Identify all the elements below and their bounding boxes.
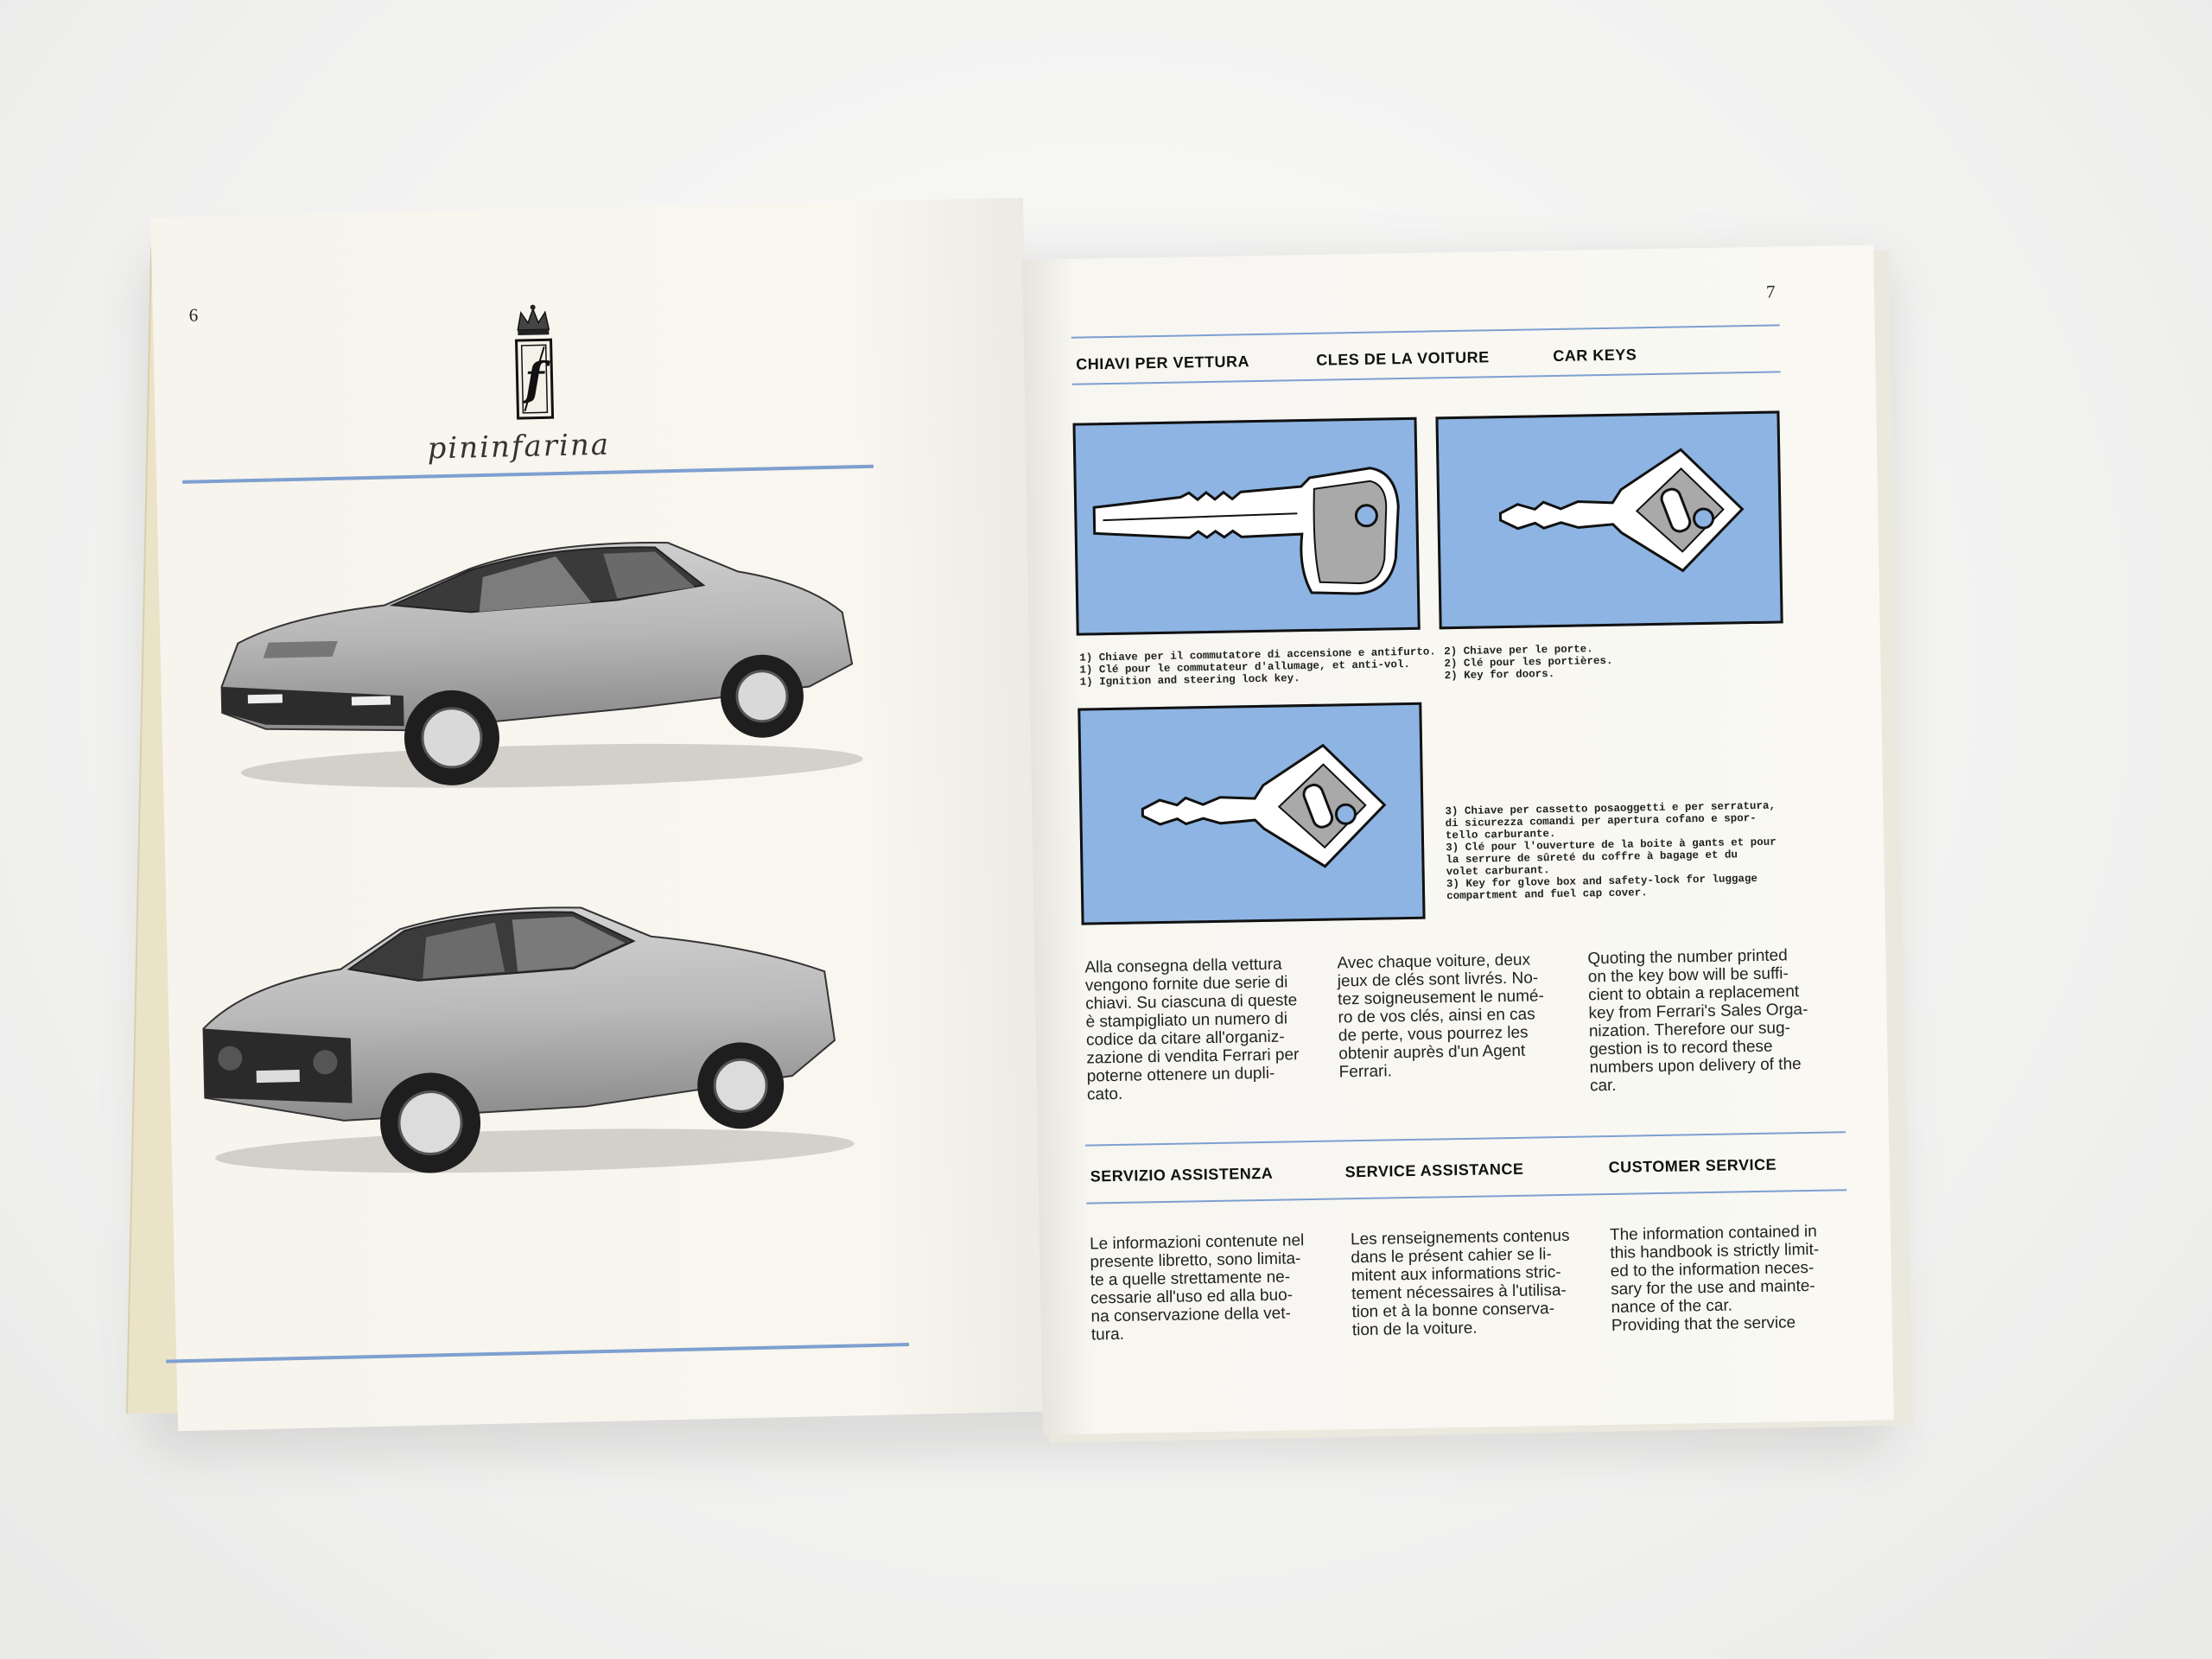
keys-top-rule <box>1071 324 1780 338</box>
keys-heading-en: CAR KEYS <box>1553 346 1637 365</box>
service-heading-en: CUSTOMER SERVICE <box>1608 1155 1777 1177</box>
car-rear-three-quarter-photo <box>166 867 864 1185</box>
glove-box-key-icon <box>1080 705 1422 923</box>
keys-text-it: Alla consegna della vettura vengono fornite due serie di chiavi. Su ciascuna di queste è stampigliato un numero di codice da citare all'organiz- zazione di vendita Ferrari per poterne ottenere un dupli- cato. <box>1084 955 1300 1104</box>
service-heading-fr: SERVICE ASSISTANCE <box>1344 1160 1524 1181</box>
service-text-fr: Les renseignements contenus dans le présent cahier se li- mitent aux informations stric- tement nécessaires à l'utilisa- tion et à la bonne conserva- tion de la voiture. <box>1350 1226 1570 1340</box>
left-bottom-rule <box>166 1343 909 1363</box>
key-2-image <box>1435 410 1783 629</box>
service-text-it: Le informazioni contenute nel presente libretto, sono limita- te a quelle strettamente ne- cessarie all'uso ed alla buo- na conservazione della vet- tura. <box>1089 1231 1305 1344</box>
service-heading-it: SERVIZIO ASSISTENZA <box>1090 1164 1274 1185</box>
svg-text:f: f <box>524 353 545 406</box>
keys-text-fr: Avec chaque voiture, deux jeux de clés sont livrés. No- tez soigneusement le numé- ro de vos clés, ainsi en cas de perte, vous pourrez les obtenir auprès d'un Agent Ferrari. <box>1337 950 1545 1082</box>
left-page-number: 6 <box>188 304 199 326</box>
keys-heading-it: CHIAVI PER VETTURA <box>1076 353 1250 373</box>
keys-heading-fr: CLES DE LA VOITURE <box>1316 348 1490 369</box>
left-top-rule <box>182 465 874 484</box>
right-page <box>1022 245 1894 1435</box>
service-bottom-rule <box>1086 1189 1847 1204</box>
pininfarina-script: pininfarina <box>427 427 611 467</box>
key-3-image <box>1077 702 1425 925</box>
keys-bottom-rule <box>1072 371 1781 385</box>
keys-text-en: Quoting the number printed on the key bow will be suffi- cient to obtain a replacement key from Ferrari's Sales Orga- nization. Therefore our sug- gestion is to record these numbers upon delivery of the car. <box>1587 946 1808 1096</box>
key-1-image <box>1073 417 1421 636</box>
service-text-en: The information contained in this handbook is strictly limit- ed to the information neces- sary for the use and mainte- nance of the car. Providing that the service <box>1609 1222 1820 1335</box>
service-top-rule <box>1085 1131 1846 1146</box>
ignition-key-icon <box>1076 420 1418 633</box>
key-3-caption: 3) Chiave per cassetto posaoggetti e per serratura, di sicurezza comandi per apertura cofano e spor- tello carburante. 3) Clé pour l'ouverture de la boite à gants et pour la serrure de sûreté du coffre à bagage et du volet carburant. 3) Key for glove box and safety-lock for luggage compartment and fuel cap cover. <box>1445 799 1777 903</box>
key-2-caption: 2) Chiave per le porte. 2) Clé pour les portières. 2) Key for doors. <box>1444 643 1613 683</box>
right-page-number: 7 <box>1765 281 1776 302</box>
key-1-caption: 1) Chiave per il commutatore di accensione e antifurto. 1) Clé pour le commutateur d'allumage, et anti-vol. 1) Ignition and steering lock key. <box>1079 645 1436 689</box>
pininfarina-logo-icon <box>447 302 605 427</box>
car-front-three-quarter-photo <box>183 499 880 800</box>
door-key-icon <box>1439 413 1781 626</box>
left-page <box>150 198 1051 1432</box>
